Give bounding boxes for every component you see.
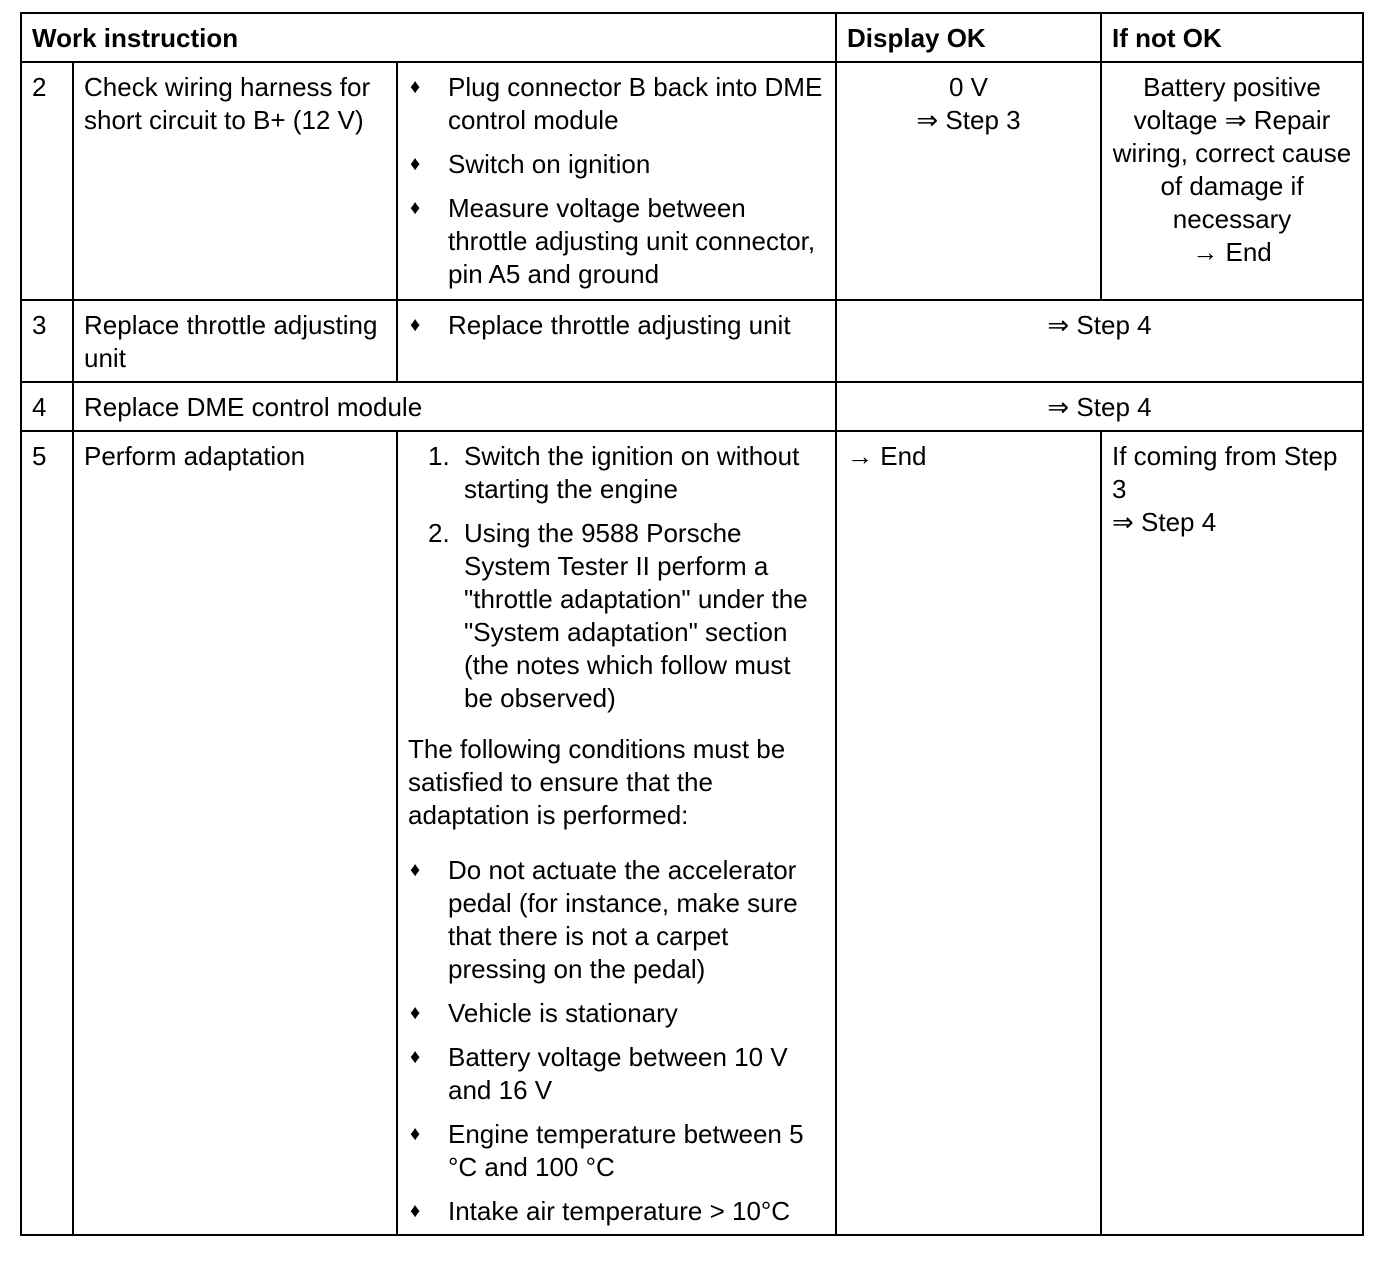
conditions-list: [408, 854, 825, 1228]
display-ok-next-step: ⇒ Step 3: [916, 105, 1021, 135]
list-item: ♦ Switch on ignition: [410, 149, 651, 179]
if-not-ok-next-step: ⇒ Step 4: [1112, 507, 1217, 537]
task-cell: Replace DME control module: [73, 382, 836, 431]
table-row-step-2: [21, 62, 1363, 300]
if-not-ok-end: → End: [1192, 237, 1272, 267]
table-row-step-3: [21, 300, 1363, 382]
task-cell: Replace throttle adjusting unit: [73, 300, 397, 382]
diamond-bullet-icon: ♦: [410, 1200, 421, 1222]
list-item: 2. Using the 9588 Porsche System Tester II perform a "throttle adaptation" under the "System adaptation" section (the notes which follow must be observed): [428, 518, 808, 713]
header-row: [21, 13, 1363, 62]
diamond-bullet-icon: ♦: [410, 1123, 421, 1145]
header-if-not-ok: If not OK: [1101, 13, 1363, 62]
if-not-ok-cell: [1101, 62, 1363, 300]
header-work-instruction: Work instruction: [21, 13, 836, 62]
instruction-cell: [397, 431, 836, 1235]
diamond-bullet-icon: ♦: [410, 1046, 421, 1068]
instruction-cell: [397, 300, 836, 382]
table-row-step-5: [21, 431, 1363, 1235]
list-item: ♦ Replace throttle adjusting unit: [410, 310, 791, 340]
diamond-bullet-icon: ♦: [410, 859, 421, 881]
step-number: 4: [21, 382, 73, 431]
instruction-cell: [397, 62, 836, 300]
display-ok-cell: → End: [836, 431, 1101, 1235]
result-cell: ⇒ Step 4: [836, 300, 1363, 382]
conditions-intro: The following conditions must be satisfied to ensure that the adaptation is performed:: [408, 734, 786, 830]
if-not-ok-condition: If coming from Step 3: [1112, 441, 1338, 504]
list-item: ♦ Engine temperature between 5 °C and 100 °C: [410, 1119, 804, 1182]
task-cell: Perform adaptation: [73, 431, 397, 1235]
list-item: 1. Switch the ignition on without starting the engine: [428, 441, 800, 504]
numbered-list: [408, 440, 825, 715]
header-display-ok: Display OK: [836, 13, 1101, 62]
if-not-ok-text: Battery positive voltage ⇒ Repair wiring, correct cause of damage if necessary: [1112, 72, 1352, 234]
bullet-list: [408, 71, 825, 291]
step-number: 3: [21, 300, 73, 382]
diamond-bullet-icon: ♦: [410, 314, 421, 336]
step-number: 5: [21, 431, 73, 1235]
table-row-step-4: [21, 382, 1363, 431]
bullet-list: [408, 309, 825, 342]
diamond-bullet-icon: ♦: [410, 1002, 421, 1024]
list-item: ♦ Plug connector B back into DME control module: [410, 72, 823, 135]
step-number: 2: [21, 62, 73, 300]
display-ok-cell: [836, 62, 1101, 300]
display-ok-value: 0 V: [948, 72, 989, 102]
list-item: ♦ Do not actuate the accelerator pedal (for instance, make sure that there is not a carpet pressing on the pedal): [410, 855, 798, 984]
result-cell: ⇒ Step 4: [836, 382, 1363, 431]
diamond-bullet-icon: ♦: [410, 153, 421, 175]
list-item: ♦ Intake air temperature > 10°C: [410, 1196, 791, 1226]
list-item: ♦ Vehicle is stationary: [410, 998, 678, 1028]
list-item: ♦ Measure voltage between throttle adjusting unit connector, pin A5 and ground: [410, 193, 816, 289]
work-instruction-table: [20, 12, 1364, 1236]
list-item: ♦ Battery voltage between 10 V and 16 V: [410, 1042, 788, 1105]
diamond-bullet-icon: ♦: [410, 197, 421, 219]
if-not-ok-cell: [1101, 431, 1363, 1235]
task-cell: Check wiring harness for short circuit to B+ (12 V): [73, 62, 397, 300]
diamond-bullet-icon: ♦: [410, 76, 421, 98]
